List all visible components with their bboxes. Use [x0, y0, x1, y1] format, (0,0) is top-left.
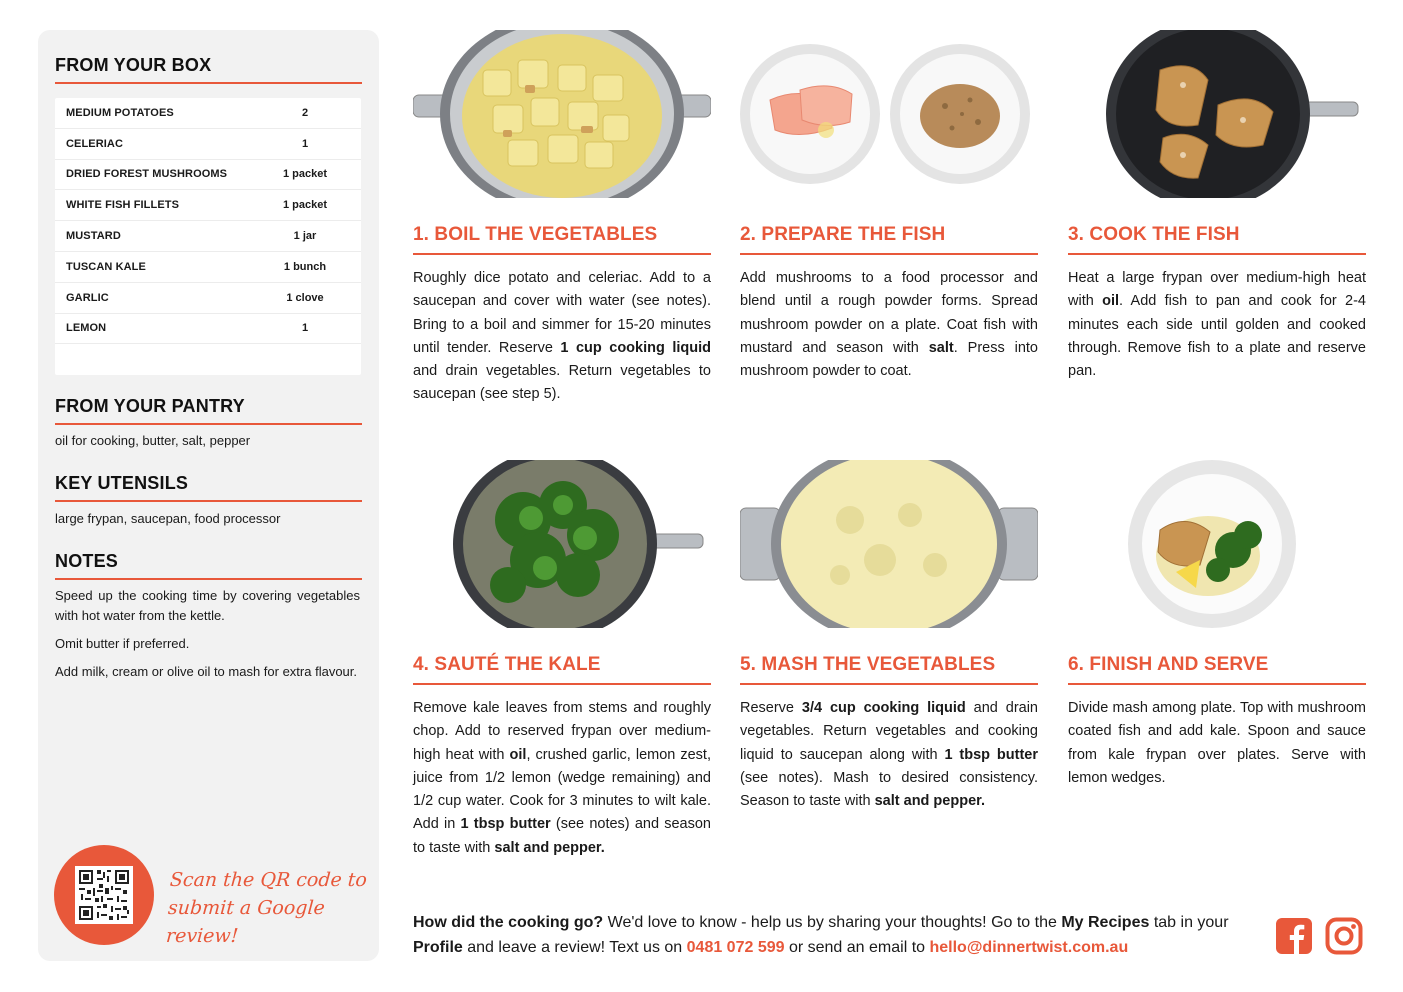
- step-5-body: [740, 697, 1038, 813]
- step-1-photo: [413, 30, 711, 198]
- step-3-body: [1068, 267, 1366, 383]
- step-5-title: 5. MASH THE VEGETABLES: [740, 654, 996, 675]
- step-1-title: 1. BOIL THE VEGETABLES: [413, 224, 658, 245]
- ingredient-row: [55, 160, 361, 191]
- step-2-photo: [740, 30, 1038, 198]
- ingredient-row: [55, 252, 361, 283]
- step-body-bold: 3/4 cup cooking liquid: [801, 700, 966, 716]
- ingredient-qty: 1 packet: [282, 168, 328, 181]
- qr-caption-line: Scan the QR code to: [169, 869, 368, 891]
- utensils-heading: KEY UTENSILS: [55, 473, 189, 493]
- ingredient-name: LEMON: [66, 322, 107, 335]
- ingredient-row: [55, 190, 361, 221]
- step-body-text: and drain vegetables. Return vegetables to saucepan (see step 5).: [413, 363, 711, 403]
- step-body-text: Heat a large frypan over medium-high heat with: [1068, 270, 1366, 310]
- ingredient-qty: 1 clove: [286, 291, 324, 304]
- step-body-text: , crushed garlic, lemon zest, juice from 1/2 lemon (wedge remaining) and 1/2 cup water. Cook for 3 minutes to wilt kale. Add in: [413, 746, 711, 833]
- step-body-text: . Add fish to pan and cook for 2-4 minutes each side until golden and cooked through. Remove fish to a plate and reserve pan.: [1068, 293, 1366, 380]
- feedback-footer: [413, 910, 1263, 960]
- note-item: Omit butter if preferred.: [55, 636, 190, 651]
- step-2-title: 2. PREPARE THE FISH: [740, 224, 946, 245]
- step-body-text: Add mushrooms to a food processor and blend until a rough powder forms. Spread mushroom powder on a plate. Coat fish with mustard and season with: [740, 270, 1038, 356]
- ingredient-name: MUSTARD: [66, 230, 121, 243]
- ingredient-table: [55, 98, 361, 375]
- notes-heading: NOTES: [55, 551, 119, 571]
- step-body-bold: oil: [1102, 293, 1120, 310]
- phone-link[interactable]: 0481 072 599: [686, 939, 785, 956]
- step-body-bold: 1 cup cooking liquid: [560, 339, 711, 356]
- profile-link[interactable]: Profile: [413, 939, 463, 956]
- step-3-photo: [1068, 30, 1366, 198]
- step-body-text: and drain vegetables. Return vegetables and cooking liquid to saucepan along with: [740, 700, 1038, 763]
- ingredient-qty: 2: [301, 106, 309, 119]
- qr-badge: [54, 845, 154, 945]
- step-body-bold: 1 tbsp butter: [944, 746, 1038, 763]
- ingredient-row: [55, 221, 361, 252]
- instagram-icon[interactable]: [1325, 917, 1363, 955]
- note-item: Add milk, cream or olive oil to mash for extra flavour.: [55, 664, 358, 679]
- notes-list: [55, 586, 360, 690]
- step-body-text: Divide mash among plate. Top with mushroom coated fish and add kale. Spoon and sauce from kale frypan over plates. Serve with lemon wedges.: [1068, 700, 1366, 786]
- step-rule: [740, 683, 1038, 685]
- step-body-bold: 1 tbsp butter: [460, 816, 551, 833]
- note-item: Speed up the cooking time by covering vegetables with hot water from the kettle.: [55, 588, 360, 623]
- sidebar-panel: [38, 30, 379, 961]
- heading-rule: [55, 423, 362, 425]
- qr-caption-line: submit a Google review!: [165, 897, 326, 947]
- step-4-body: [413, 697, 711, 860]
- footer-text: tab in your: [1149, 914, 1229, 931]
- step-body-bold: salt and pepper.: [874, 793, 986, 810]
- ingredient-name: MEDIUM POTATOES: [66, 106, 174, 119]
- step-2-body: [740, 267, 1038, 383]
- footer-text: or send an email to: [784, 939, 930, 956]
- ingredient-row: [55, 283, 361, 314]
- step-body-text: Remove kale leaves from stems and roughly chop. Add to reserved frypan over medium-high heat with: [413, 700, 711, 763]
- utensils-text: large frypan, saucepan, food processor: [55, 511, 281, 526]
- my-recipes-link[interactable]: My Recipes: [1061, 914, 1150, 931]
- ingredient-name: DRIED FOREST MUSHROOMS: [66, 168, 228, 181]
- step-6-body: [1068, 697, 1366, 790]
- ingredient-row: [55, 314, 361, 345]
- footer-text: We'd love to know - help us by sharing your thoughts! Go to the: [603, 914, 1062, 931]
- step-rule: [1068, 683, 1366, 685]
- ingredient-qty: 1 bunch: [283, 260, 327, 273]
- step-4-photo: [413, 460, 711, 628]
- step-body-text: (see notes) and season to taste with: [413, 816, 711, 856]
- heading-rule: [55, 578, 362, 580]
- email-link[interactable]: hello@dinnertwist.com.au: [929, 939, 1129, 956]
- step-6-title: 6. FINISH AND SERVE: [1068, 654, 1269, 675]
- ingredient-name: GARLIC: [66, 291, 109, 304]
- ingredient-row: [55, 98, 361, 129]
- pantry-heading: FROM YOUR PANTRY: [55, 396, 245, 416]
- step-body-text: . Press into mushroom powder to coat.: [740, 339, 1038, 380]
- ingredient-qty: 1 packet: [282, 199, 328, 212]
- step-6-photo: [1068, 460, 1366, 628]
- ingredient-qty: 1: [301, 322, 309, 335]
- step-body-bold: salt: [928, 339, 954, 356]
- step-1-body: [413, 267, 711, 407]
- ingredient-qty: 1 jar: [293, 230, 317, 243]
- step-3-title: 3. COOK THE FISH: [1068, 224, 1240, 245]
- step-rule: [413, 253, 711, 255]
- ingredient-name: CELERIAC: [66, 137, 124, 150]
- step-5-photo: [740, 460, 1038, 628]
- step-body-text: (see notes). Mash to desired consistency. Season to taste with: [740, 769, 1038, 810]
- step-rule: [1068, 253, 1366, 255]
- step-rule: [740, 253, 1038, 255]
- qr-code-icon[interactable]: [75, 866, 133, 924]
- ingredient-name: WHITE FISH FILLETS: [66, 199, 180, 212]
- step-4-title: 4. SAUTÉ THE KALE: [413, 654, 601, 675]
- heading-rule: [55, 500, 362, 502]
- step-rule: [413, 683, 711, 685]
- footer-text: and leave a review! Text us on: [462, 939, 687, 956]
- heading-rule: [55, 82, 362, 84]
- qr-caption: [165, 866, 371, 950]
- ingredient-name: TUSCAN KALE: [66, 260, 146, 273]
- step-body-text: Reserve: [740, 700, 802, 716]
- step-body-bold: salt and pepper.: [494, 839, 605, 856]
- ingredient-row: [55, 129, 361, 160]
- from-your-box-heading: FROM YOUR BOX: [55, 55, 212, 75]
- pantry-text: oil for cooking, butter, salt, pepper: [55, 433, 251, 448]
- step-body-bold: oil: [509, 746, 527, 763]
- ingredient-qty: 1: [301, 137, 309, 150]
- footer-question: How did the cooking go?: [413, 914, 604, 931]
- facebook-icon[interactable]: [1275, 917, 1313, 955]
- step-body-text: Roughly dice potato and celeriac. Add to a saucepan and cover with water (see notes). Bring to a boil and simmer for 15-20 minutes until tender. Reserve: [413, 270, 711, 356]
